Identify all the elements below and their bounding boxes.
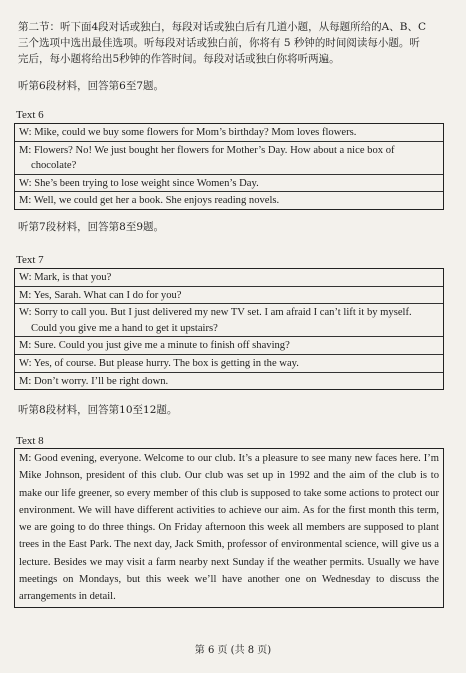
dialogue-line: M: Sure. Could you just give me a minute to finish off shaving? [15,337,443,355]
intro-line: 第二节：听下面4段对话或独白，每段对话或独白后有几道小题，从每题所给的A、B、C [18,21,427,33]
dialogue-line-continuation: chocolate? [31,160,77,172]
dialogue-line [15,142,443,175]
dialogue-line: M: Yes, Sarah. What can I do for you? [15,287,443,305]
dialogue-line: M: Well, we could get her a book. She enjoys reading novels. [19,195,280,207]
dialogue-box-text7 [14,268,444,390]
dialogue-line: W: Mark, is that you? [15,269,443,287]
dialogue-line-part: W: Sorry to call you. But I just delivered my new TV set. I am afraid I can’t lift it by myself. [19,307,412,319]
dialogue-line: W: She’s been trying to lose weight since Women’s Day. [15,175,443,193]
intro-line: 三个选项中选出最佳选项。听每段对话或独白前，你将有 5 秒钟的时间阅读每小题。听 [18,37,420,49]
dialogue-box-text6 [14,123,444,210]
instruction-text7: 听第7段材料，回答第8至9题。 [18,221,165,233]
dialogue-line: W: Mike, could we buy some flowers for Mom’s birthday? Mom loves flowers. [15,124,443,142]
label-text7: Text 7 [16,254,44,266]
dialogue-line-part: M: Flowers? No! We just bought her flowers for Mother’s Day. How about a nice box of [19,144,395,156]
dialogue-line: M: Don’t worry. I’ll be right down. [19,375,169,387]
dialogue-line [15,304,443,337]
label-text8: Text 8 [16,435,44,447]
label-text6: Text 6 [16,109,44,121]
monologue-box-text8 [14,448,444,608]
intro-line: 完后，每小题将给出5秒钟的作答时间。每段对话或独白你将听两遍。 [18,53,340,65]
dialogue-line-continuation: Could you give me a hand to get it upstairs? [31,322,218,334]
monologue-paragraph: M: Good evening, everyone. Welcome to our club. It’s a pleasure to see many new faces here. I’m Mike Johnson, president of this club. Our club was set up in 1992 and the aim of the club is to make our life greener, so every member of this club is supposed to take some actions to protect our environment. We will have different activities to achieve our aim. As for the first month this term, we are going to do three things. On Friday afternoon this week all members are supposed to plant trees in the East Park. The next day, Jack Smith, professor of environmental science, will give us a lecture. Besides we may visit a farm nearby next Sunday if the weather permits. Usually we have meetings on Mondays, but this week we’ll have another one on Wednesday to discuss the arrangements in detail. [19,453,439,603]
section-intro [18,19,456,67]
instruction-text6: 听第6段材料，回答第6至7题。 [18,80,165,92]
instruction-text8: 听第8段材料，回答第10至12题。 [18,404,178,416]
page-footer: 第 6 页 (共 8 页) [194,645,272,656]
dialogue-line: W: Yes, of course. But please hurry. The box is getting in the way. [15,355,443,373]
